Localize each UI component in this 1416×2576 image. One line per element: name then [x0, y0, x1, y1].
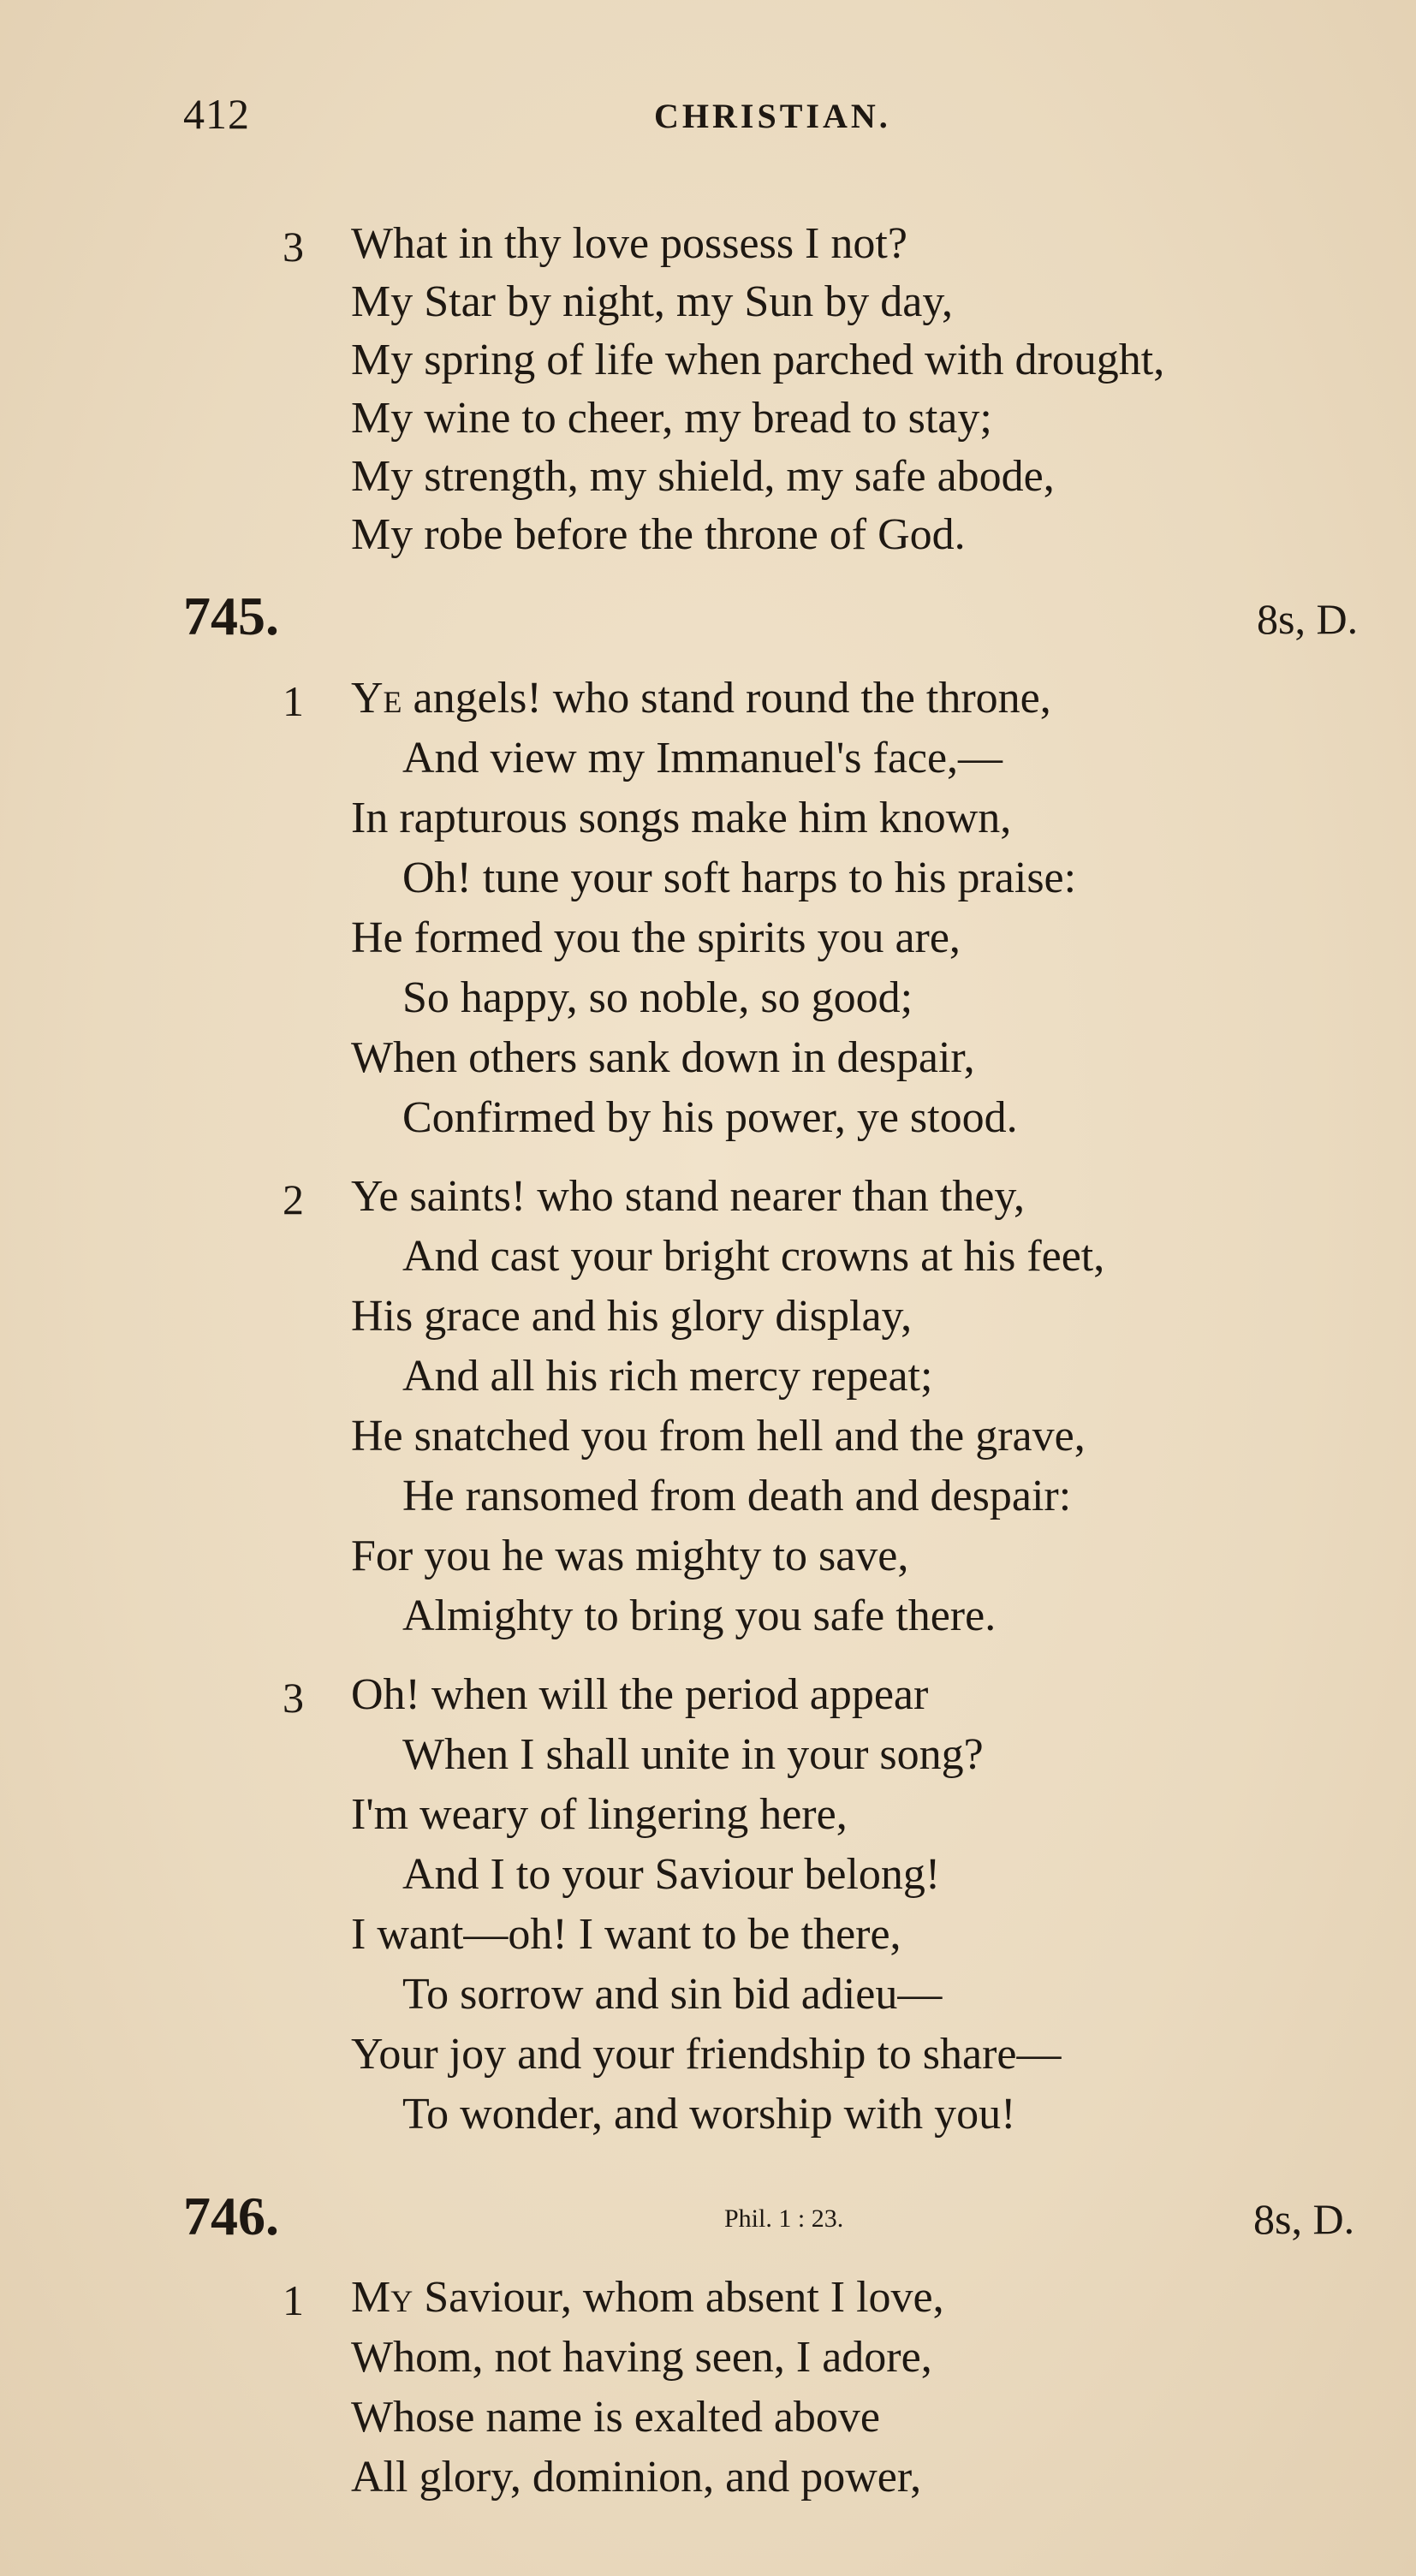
hymn-line: I'm weary of lingering here,: [351, 1790, 848, 1839]
hymn-line: My Star by night, my Sun by day,: [351, 277, 953, 326]
hymn-line: He ransomed from death and despair:: [402, 1472, 1072, 1520]
hymn-line: His grace and his glory display,: [351, 1292, 913, 1341]
hymn-line: My wine to cheer, my bread to stay;: [351, 394, 992, 443]
hymn-line: [351, 2273, 944, 2322]
hymn-line: To wonder, and worship with you!: [402, 2090, 1016, 2139]
hymn-line: Whose name is exalted above: [351, 2393, 880, 2442]
drop-word: Ye: [351, 674, 402, 723]
first-line-rest: angels! who stand round the throne,: [402, 674, 1051, 723]
hymn-number: 745.: [183, 586, 279, 646]
hymn-line: When I shall unite in your song?: [402, 1730, 984, 1779]
verse-number: 1: [283, 677, 304, 725]
hymn-number: 746.: [183, 2186, 279, 2246]
hymn-line: I want—oh! I want to be there,: [351, 1910, 901, 1959]
page-number: 412: [183, 90, 250, 138]
hymn-line: He snatched you from hell and the grave,: [351, 1412, 1086, 1461]
hymn-line: Confirmed by his power, ye stood.: [402, 1093, 1018, 1142]
hymn-line: All glory, dominion, and power,: [351, 2453, 922, 2502]
hymn-line: Whom, not having seen, I adore,: [351, 2333, 932, 2382]
hymn-line: And view my Immanuel's face,—: [402, 734, 1003, 782]
hymn-line: [351, 676, 1051, 721]
hymn-line: Almighty to bring you safe there.: [402, 1591, 997, 1640]
hymn-line: And cast your bright crowns at his feet,: [402, 1232, 1105, 1281]
first-line-rest: Saviour, whom absent I love,: [413, 2273, 944, 2322]
hymn-line: What in thy love possess I not?: [351, 219, 907, 268]
hymn-line: To sorrow and sin bid adieu—: [402, 1970, 943, 2019]
hymn-line: Oh! when will the period appear: [351, 1670, 929, 1719]
hymn-line: And I to your Saviour belong!: [402, 1850, 941, 1899]
hymn-line: And all his rich mercy repeat;: [402, 1352, 933, 1401]
verse-number: 1: [283, 2276, 304, 2324]
hymn-line: Your joy and your friendship to share—: [351, 2030, 1062, 2079]
verse-number: 3: [283, 1674, 304, 1722]
hymn-line: In rapturous songs make him known,: [351, 794, 1012, 842]
drop-word: My: [351, 2273, 413, 2322]
hymn-line: Ye saints! who stand nearer than they,: [351, 1172, 1026, 1221]
hymn-line: For you he was mighty to save,: [351, 1532, 909, 1580]
hymn-line: So happy, so noble, so good;: [402, 973, 913, 1022]
hymn-line: My robe before the throne of God.: [351, 510, 966, 559]
hymn-meter: 8s, D.: [1253, 2195, 1355, 2243]
verse-number: 2: [283, 1175, 304, 1223]
hymn-line: He formed you the spirits you are,: [351, 913, 961, 962]
hymn-line: My strength, my shield, my safe abode,: [351, 452, 1055, 501]
running-title: CHRISTIAN.: [654, 97, 891, 135]
scripture-reference: Phil. 1 : 23.: [724, 2204, 844, 2233]
verse-number: 3: [283, 223, 304, 271]
hymn-line: When others sank down in despair,: [351, 1033, 975, 1082]
hymn-line: My spring of life when parched with drought,: [351, 336, 1165, 384]
hymn-meter: 8s, D.: [1257, 595, 1359, 643]
hymn-line: Oh! tune your soft harps to his praise:: [402, 854, 1077, 902]
